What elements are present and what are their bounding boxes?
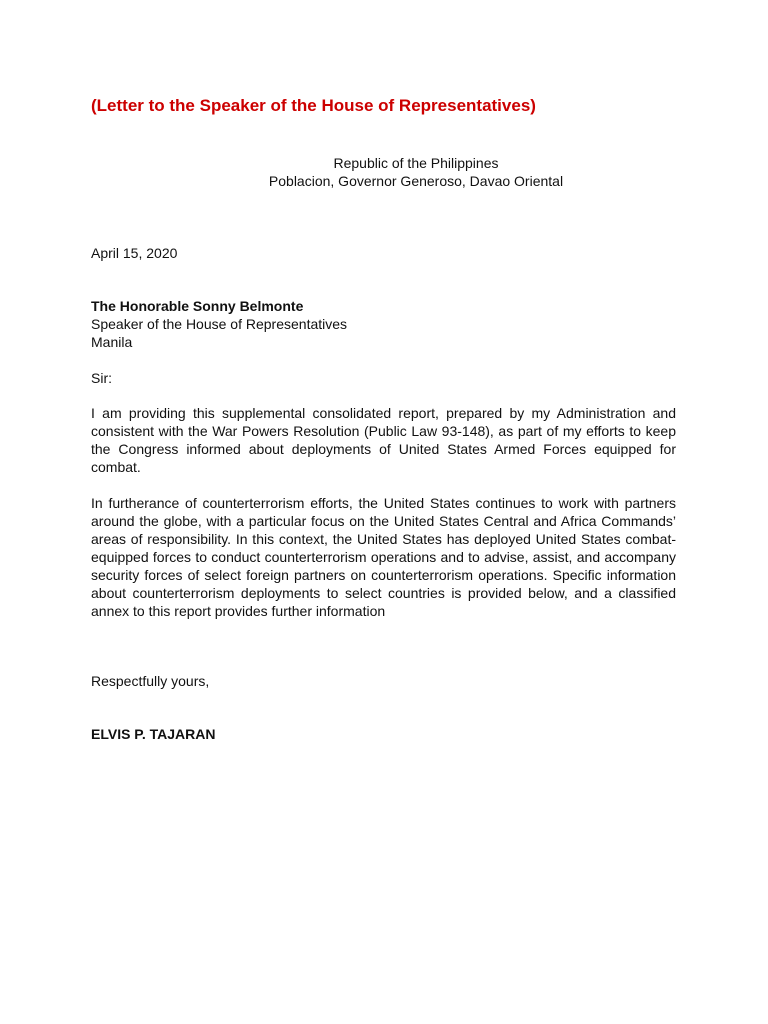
signature-name: ELVIS P. TAJARAN	[91, 726, 216, 742]
recipient-block	[91, 297, 347, 351]
letter-date: April 15, 2020	[91, 245, 178, 261]
letterhead-address: Poblacion, Governor Generoso, Davao Oriental	[268, 173, 564, 189]
closing: Respectfully yours,	[91, 673, 210, 689]
recipient-location: Manila	[91, 334, 133, 350]
body-paragraph-2: In furtherance of counterterrorism efforts, the United States continues to work with partners around the globe, with a particular focus on the United States Central and Africa Commands’ areas of responsibility. In this context, the United States has deployed United States combat-equipped forces to conduct counterterrorism operations and to advise, assist, and accompany security forces of select foreign partners on counterterrorism operations. Specific information about counterterrorism deployments to select countries is provided below, and a classified annex to this report provides further information	[91, 495, 676, 619]
document-title: (Letter to the Speaker of the House of Representatives)	[91, 96, 536, 115]
recipient-name: The Honorable Sonny Belmonte	[91, 298, 304, 314]
body-paragraph-1: I am providing this supplemental consolidated report, prepared by my Administration and consistent with the War Powers Resolution (Public Law 93-148), as part of my efforts to keep the Congress informed about deployments of United States Armed Forces equipped for combat.	[91, 405, 676, 475]
salutation: Sir:	[91, 370, 112, 386]
recipient-position: Speaker of the House of Representatives	[91, 316, 348, 332]
letterhead	[0, 154, 768, 190]
letterhead-country: Republic of the Philippines	[333, 155, 499, 171]
